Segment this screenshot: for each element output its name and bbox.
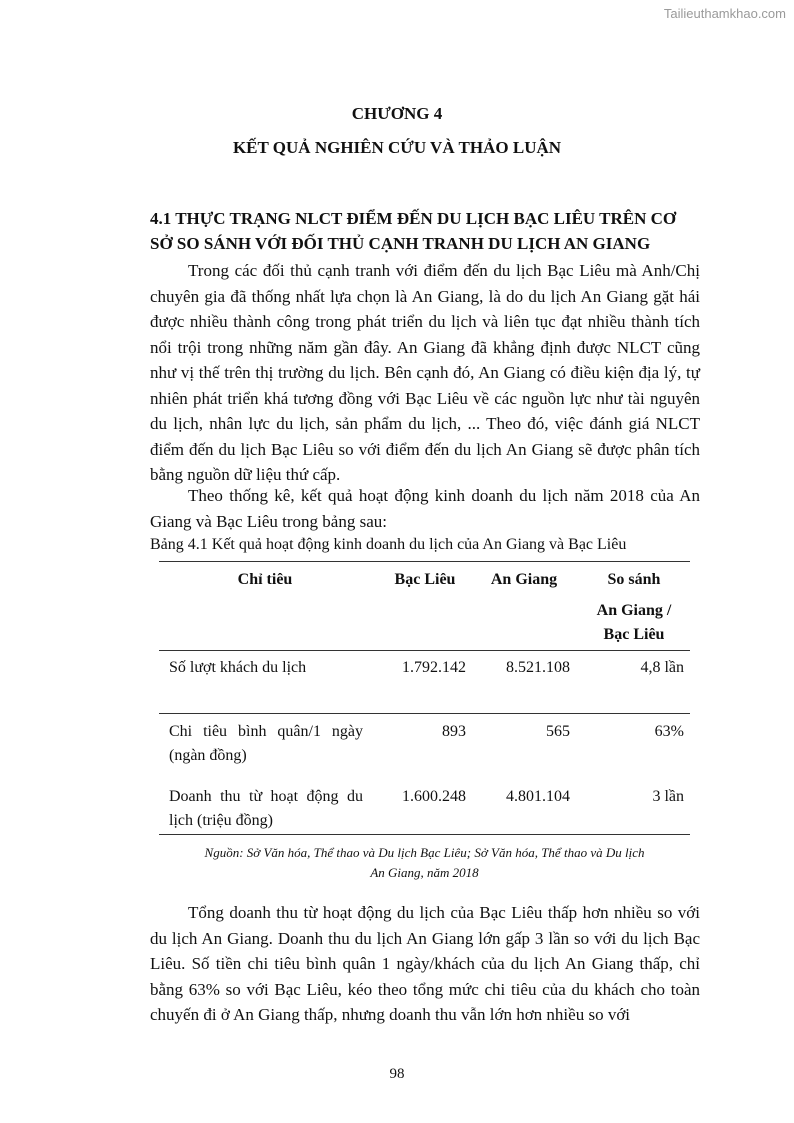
table-header-rule xyxy=(159,650,690,651)
row-1-bac-lieu: 1.792.142 xyxy=(402,659,466,676)
table-caption: Bảng 4.1 Kết quả hoạt động kinh doanh du lịch của An Giang và Bạc Liêu xyxy=(150,536,627,553)
paragraph-table-lead: Theo thống kê, kết quả hoạt động kinh doanh du lịch năm 2018 của An Giang và Bạc Liêu trong bảng sau: xyxy=(150,486,700,531)
row-3-compare: 3 lần xyxy=(652,788,684,805)
source-line-2: An Giang, năm 2018 xyxy=(370,865,479,880)
table-bottom-rule xyxy=(159,834,690,835)
source-line-1: Nguồn: Sở Văn hóa, Thể thao và Du lịch Bạc Liêu; Sở Văn hóa, Thể thao và Du lịch xyxy=(204,845,645,860)
page-number: 98 xyxy=(389,1066,405,1082)
row-1-compare: 4,8 lần xyxy=(640,659,684,676)
header-compare-sub2: Bạc Liêu xyxy=(603,626,665,643)
row-2-bac-lieu: 893 xyxy=(442,723,466,740)
table-top-rule xyxy=(159,561,690,562)
paragraph-analysis: Tổng doanh thu từ hoạt động du lịch của Bạc Liêu thấp hơn nhiều so với du lịch An Giang. Doanh thu du lịch An Giang lớn gấp 3 lần so với du lịch Bạc Liêu. Số tiền chi tiêu bình quân 1 ngày/khách của du lịch An Giang thấp, chỉ bằng 63% so với Bạc Liêu, kéo theo tổng mức chi tiêu của du khách cho toàn chuyến đi ở An Giang thấp, nhưng doanh thu vẫn lớn hơn nhiều so với xyxy=(150,903,700,1024)
row-3-label: Doanh thu từ hoạt động du lịch (triệu đồng) xyxy=(169,788,363,829)
watermark: Tailieuthamkhao.com xyxy=(663,6,786,21)
table-row-rule xyxy=(159,713,690,714)
row-1-an-giang: 8.521.108 xyxy=(506,659,570,676)
header-bac-lieu: Bạc Liêu xyxy=(394,571,456,588)
paragraph-intro: Trong các đối thủ cạnh tranh với điểm đến du lịch Bạc Liêu mà Anh/Chị chuyên gia đã thống nhất lựa chọn là An Giang, là do du lịch An Giang gặt hái được nhiều thành công trong phát triển du lịch và liên tục đạt nhiều thành tích nổi trội trong những năm gần đây. An Giang đã khẳng định được NLCT cũng như vị thế trên thị trường du lịch. Bên cạnh đó, An Giang có điều kiện địa lý, tự nhiên phát triển khá tương đồng với Bạc Liêu về các nguồn lực như tài nguyên du lịch, nhân lực du lịch, sản phẩm du lịch, ... Theo đó, việc đánh giá NLCT điểm đến du lịch Bạc Liêu so với điểm đến du lịch An Giang sẽ được phân tích bằng nguồn dữ liệu thứ cấp. xyxy=(150,261,700,484)
section-heading: 4.1 THỰC TRẠNG NLCT ĐIỂM ĐẾN DU LỊCH BẠC LIÊU TRÊN CƠ SỞ SO SÁNH VỚI ĐỐI THỦ CẠNH TRANH DU LỊCH AN GIANG xyxy=(150,209,677,253)
row-2-label: Chi tiêu bình quân/1 ngày (ngàn đồng) xyxy=(169,723,363,764)
table-source xyxy=(159,843,690,883)
row-2-compare: 63% xyxy=(654,723,684,740)
header-an-giang: An Giang xyxy=(490,571,558,588)
header-compare-sub1: An Giang / xyxy=(596,602,672,619)
header-indicator: Chỉ tiêu xyxy=(237,571,293,588)
chapter-title: CHƯƠNG 4 xyxy=(351,104,443,123)
row-1-label: Số lượt khách du lịch xyxy=(169,659,307,676)
header-compare: So sánh xyxy=(607,571,661,588)
chapter-subtitle: KẾT QUẢ NGHIÊN CỨU VÀ THẢO LUẬN xyxy=(232,138,562,157)
row-3-bac-lieu: 1.600.248 xyxy=(402,788,466,805)
row-2-an-giang: 565 xyxy=(546,723,570,740)
row-3-an-giang: 4.801.104 xyxy=(506,788,570,805)
